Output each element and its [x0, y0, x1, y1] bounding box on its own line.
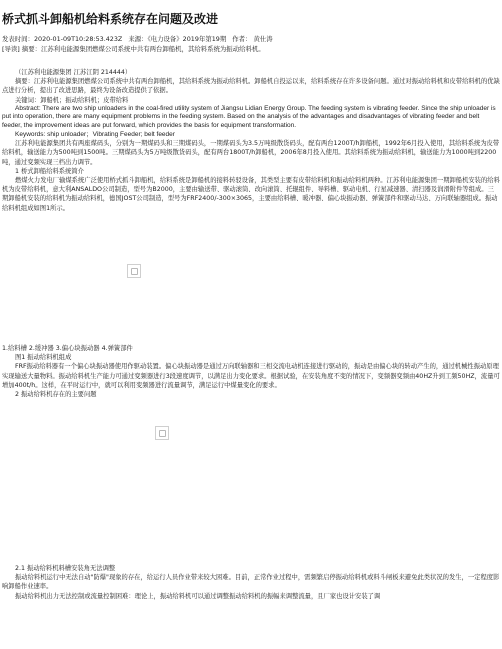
article-body-2	[2, 344, 500, 399]
subsection-heading: 2.1 振动给料机料槽安装角无法调整	[15, 565, 116, 572]
keywords-cn: 关键词：卸船机；振动给料机；皮带给料	[15, 96, 129, 104]
figure-caption: 图1 振动给料机组成	[15, 354, 72, 362]
keywords-en: Keywords: ship unloader；Vibrating Feeder; belt feeder	[15, 130, 175, 138]
article-body-3	[2, 564, 500, 601]
paragraph: 江苏利电能源集团共有两座煤码头，分别为一期煤码头和三期煤码头，一期煤码头为3.5万吨级散货码头，配有两台1200T/h卸船机，1992年6月投入使用，其给料系统为皮带给料机，输送能力为500吨到1500吨。三期煤码头为5万吨级散货码头，配有两台1800T/h卸船机，2006年8月投入使用。其给料系统为振动给料机，输送能力为1000吨到2200吨，通过变频实现三档出力调节。	[2, 140, 500, 166]
paragraph: 燃煤火力发电厂输煤系统广泛使用桥式抓斗卸船机，给料系统是卸船机的接料转驳设备，其类型主要有皮带给料机和振动给料机两种。江苏利电能源集团一期卸船机安装的给料机为皮带给料机，意大利ANSALDO公司制造，型号为B2000，主要由输送带、驱动滚筒、改向滚筒、托辊组件、导料槽、驱动电机、行星减速器、清扫器及润滑附件等组成。三期卸船机安装的给料机为振动给料机，德国JOST公司制造，型号为FRF2400/-300×3065，主要由给料槽、暖冲器、偏心块振动器、弹簧部件和驱动马达、万向联轴器组成。振动给料机组成如图1所示。	[2, 177, 500, 212]
abstract-cn: 摘要：江苏利电能源集团燃煤公司系统中共有两台卸船机，其给料系统为振动给料机。卸船机自投运以来，给料系统存在许多设备问题。通过对振动给料机和皮带给料机的优缺点进行分析，提出了改进思路，最终为设备改造提供了依据。	[2, 78, 500, 95]
source-link[interactable]: 来源：《电力设备》2019年第19期	[128, 35, 227, 43]
paragraph: FRF振动给料器有一个偏心块振动器使用作驱动装置。偏心块振动器是通过万向联轴器和三相交流电动机连接进行驱动的，振动是由偏心块的转动产生的，通过机械性振动原理实现输送大量物料。振动给料机生产能力可通过变频器进行3段速度调节，以满足出力变化要求。根据试验，在安装角度不变的情况下，变频器变频由40HZ升到工频50HZ，流量可增加400t/h。这样，在平时运行中，就可以利用变频器进行流量调节，满足运行中煤量变化的要求。	[2, 363, 500, 389]
figure-1-image-icon	[127, 264, 141, 278]
figure-2-image-icon	[155, 426, 169, 440]
article-summary: [导读] 摘要：江苏利电能源集团燃煤公司系统中共有两台卸船机，其给料系统为振动给料机。	[2, 45, 265, 53]
figure-legend: 1.给料槽 2.缓冲器 3.偏心块振动器 4.弹簧部件	[2, 345, 133, 352]
section-heading: 2 振动给料机存在的主要问题	[15, 391, 97, 399]
paragraph: 振动给料机出力无法控制或流量控制困难：理论上，振动给料机可以通过调整振动给料机的振幅来调整流量，且厂家也设计安装了调	[15, 592, 381, 600]
paragraph: 振动给料机运行中无法自动"防爆"现象的存在，给运行人员作业带来较大困难。目前，正常作业过程中，需频繁启停振动给料机或料斗闸板来避免此类状况的发生，一定程度影响卸船作业速率。	[2, 574, 500, 591]
article-title: 桥式抓斗卸船机给料系统存在问题及改进	[2, 12, 219, 26]
author: 作者： 黄仕涛	[232, 35, 273, 43]
article-meta	[2, 34, 277, 44]
article-body	[2, 68, 500, 213]
section-heading: 1 桥式卸船给料系统简介	[15, 167, 84, 175]
affiliation: （江苏利电能源集团 江苏江阴 214444）	[15, 69, 132, 76]
publish-time: 发表时间：2020-01-09T10:28:53.423Z	[2, 35, 123, 43]
abstract-en: Abstract: There are two ship unloaders in the coal-fired utility system of Jiangsu Lidian Energy Group. The feeding system is vibrating feeder. Since the ship unloader is put into operation, there are many equipment problems in the feeding system. Based on the analysis of the advantages and disadvantages of vibrating feeder and belt feeder, the improvement ideas are put forward, which provides the basis for equipment transformation.	[2, 104, 496, 129]
